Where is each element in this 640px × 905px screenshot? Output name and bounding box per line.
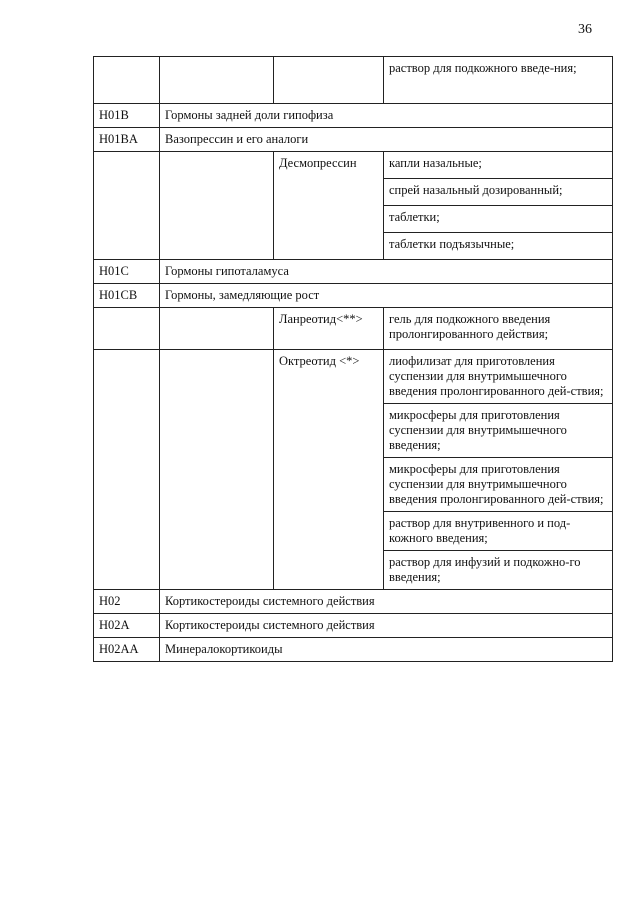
- dosage-form-cell: микросферы для приготовления суспензии для внутримышечного введения пролонгированного дей-ствия;: [384, 458, 613, 512]
- table-row: [94, 638, 613, 662]
- table-row: [94, 590, 613, 614]
- drug-name-cell: Десмопрессин: [274, 152, 384, 260]
- drug-cell: [274, 57, 384, 104]
- dosage-form-cell: гель для подкожного введения пролонгированного действия;: [384, 308, 613, 350]
- group-name-cell: Гормоны задней доли гипофиза: [160, 104, 613, 128]
- dosage-form-cell: лиофилизат для приготовления суспензии для внутримышечного введения пролонгированного дей-ствия;: [384, 350, 613, 404]
- group-cell: [160, 57, 274, 104]
- group-name-cell: Гормоны гипоталамуса: [160, 260, 613, 284]
- group-name-cell: Минералокортикоиды: [160, 638, 613, 662]
- code-cell: H02AA: [94, 638, 160, 662]
- drug-classification-table: [93, 56, 613, 662]
- code-cell: [94, 350, 160, 590]
- dosage-form-cell: спрей назальный дозированный;: [384, 179, 613, 206]
- code-cell: [94, 152, 160, 260]
- drug-name-cell: Октреотид <*>: [274, 350, 384, 590]
- code-cell: [94, 57, 160, 104]
- dosage-form-cell: раствор для инфузий и подкожно-го введения;: [384, 551, 613, 590]
- drug-name-cell: Ланреотид<**>: [274, 308, 384, 350]
- dosage-form-cell: таблетки;: [384, 206, 613, 233]
- group-name-cell: Гормоны, замедляющие рост: [160, 284, 613, 308]
- table-row: [94, 57, 613, 104]
- table-row: [94, 284, 613, 308]
- table-row: [94, 152, 613, 179]
- table-row: [94, 128, 613, 152]
- group-cell: [160, 308, 274, 350]
- dosage-form-cell: капли назальные;: [384, 152, 613, 179]
- code-cell: H01B: [94, 104, 160, 128]
- table-row: [94, 350, 613, 404]
- group-cell: [160, 350, 274, 590]
- code-cell: H02: [94, 590, 160, 614]
- page-number: 36: [578, 22, 592, 37]
- table-row: [94, 614, 613, 638]
- dosage-form-cell: раствор для внутривенного и под-кожного введения;: [384, 512, 613, 551]
- code-cell: [94, 308, 160, 350]
- code-cell: H01BA: [94, 128, 160, 152]
- dosage-form-cell: таблетки подъязычные;: [384, 233, 613, 260]
- code-cell: H01C: [94, 260, 160, 284]
- code-cell: H02A: [94, 614, 160, 638]
- dosage-form-cell: микросферы для приготовления суспензии для внутримышечного введения;: [384, 404, 613, 458]
- group-cell: [160, 152, 274, 260]
- table-row: [94, 260, 613, 284]
- dosage-form-cell: раствор для подкожного введе-ния;: [384, 57, 613, 104]
- group-name-cell: Кортикостероиды системного действия: [160, 614, 613, 638]
- group-name-cell: Кортикостероиды системного действия: [160, 590, 613, 614]
- code-cell: H01CB: [94, 284, 160, 308]
- group-name-cell: Вазопрессин и его аналоги: [160, 128, 613, 152]
- table-row: [94, 104, 613, 128]
- table-row: [94, 308, 613, 350]
